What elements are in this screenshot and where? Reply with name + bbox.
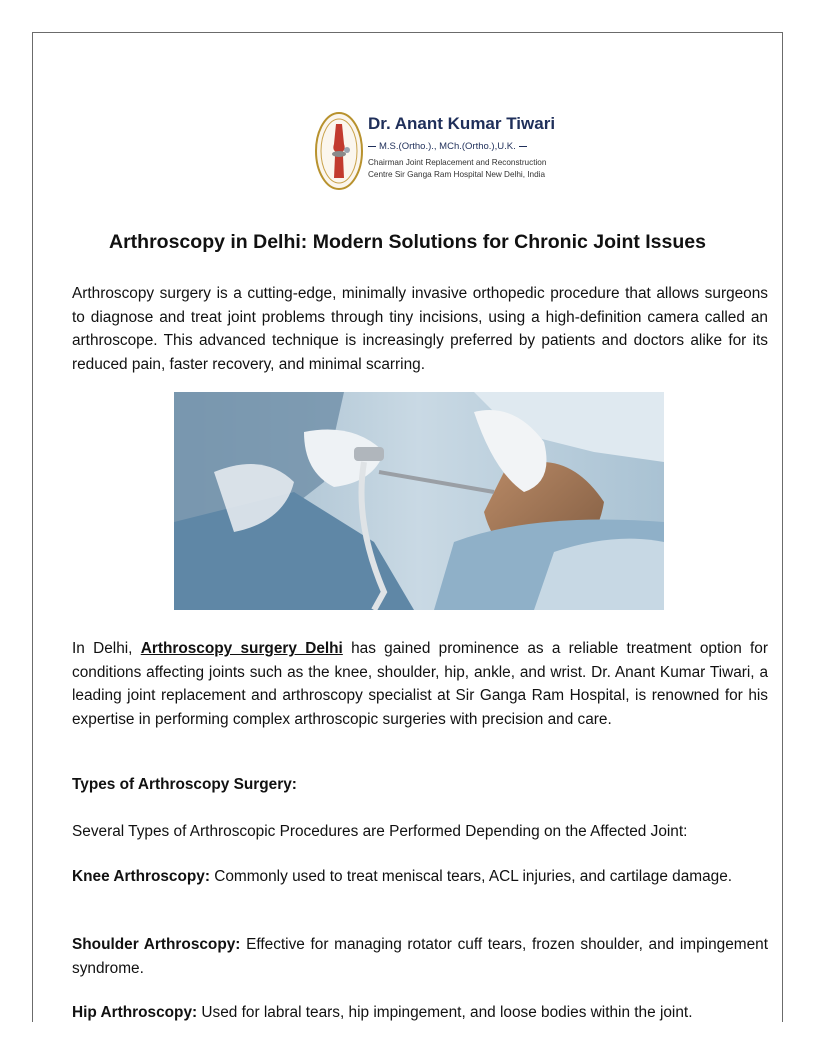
delhi-prefix: In Delhi, xyxy=(72,640,141,657)
hip-desc: Used for labral tears, hip impingement, and loose bodies within the joint. xyxy=(197,1004,693,1021)
delhi-rest: has gained prominence as a reliable treatment option for conditions affecting joints such as the knee, shoulder, hip, ankle, and wrist. Dr. Anant Kumar Tiwari, a leading joint replacement and arthroscopy specialist at Sir Ganga Ram Hospital, is renowned for his expertise in performing complex arthroscopic surgeries with precision and care. xyxy=(72,640,768,728)
logo-position-line1: Chairman Joint Replacement and Reconstruction xyxy=(368,158,547,167)
shoulder-desc: Effective for managing rotator cuff tears, frozen shoulder, and impingement syndrome. xyxy=(72,936,768,977)
knee-term: Knee Arthroscopy: xyxy=(72,868,210,885)
types-heading: Types of Arthroscopy Surgery: xyxy=(72,776,297,793)
several-types-paragraph: Several Types of Arthroscopic Procedures are Performed Depending on the Affected Joint: xyxy=(72,823,688,840)
intro-paragraph: Arthroscopy surgery is a cutting-edge, minimally invasive orthopedic procedure that allows surgeons to diagnose and treat joint problems through tiny incisions, using a high-definition camera called an arthroscope. This advanced technique is increasingly preferred by patients and doctors alike for its reduced pain, faster recovery, and minimal scarring. xyxy=(72,285,768,373)
hip-term: Hip Arthroscopy: xyxy=(72,1004,198,1021)
logo-doctor-name: Dr. Anant Kumar Tiwari xyxy=(368,114,556,133)
knee-arthroscopy-item xyxy=(72,865,768,889)
shoulder-arthroscopy-item xyxy=(72,933,768,980)
logo-degrees-text: M.S.(Ortho.)., MCh.(Ortho.),U.K. xyxy=(379,141,516,152)
arthroscopy-surgery-delhi-link[interactable]: Arthroscopy surgery Delhi xyxy=(140,640,343,657)
shoulder-term: Shoulder Arthroscopy: xyxy=(72,936,241,953)
logo-degrees xyxy=(368,141,527,152)
arthroscopy-surgery-photo xyxy=(174,392,664,610)
knee-desc: Commonly used to treat meniscal tears, ACL injuries, and cartilage damage. xyxy=(209,868,733,885)
delhi-paragraph xyxy=(72,637,768,731)
hip-arthroscopy-item xyxy=(72,1001,768,1025)
knee-emblem-icon xyxy=(314,110,364,192)
logo-position-line2: Centre Sir Ganga Ram Hospital New Delhi, India xyxy=(368,170,546,179)
page-title: Arthroscopy in Delhi: Modern Solutions for Chronic Joint Issues xyxy=(109,231,706,253)
doctor-logo xyxy=(314,110,554,192)
